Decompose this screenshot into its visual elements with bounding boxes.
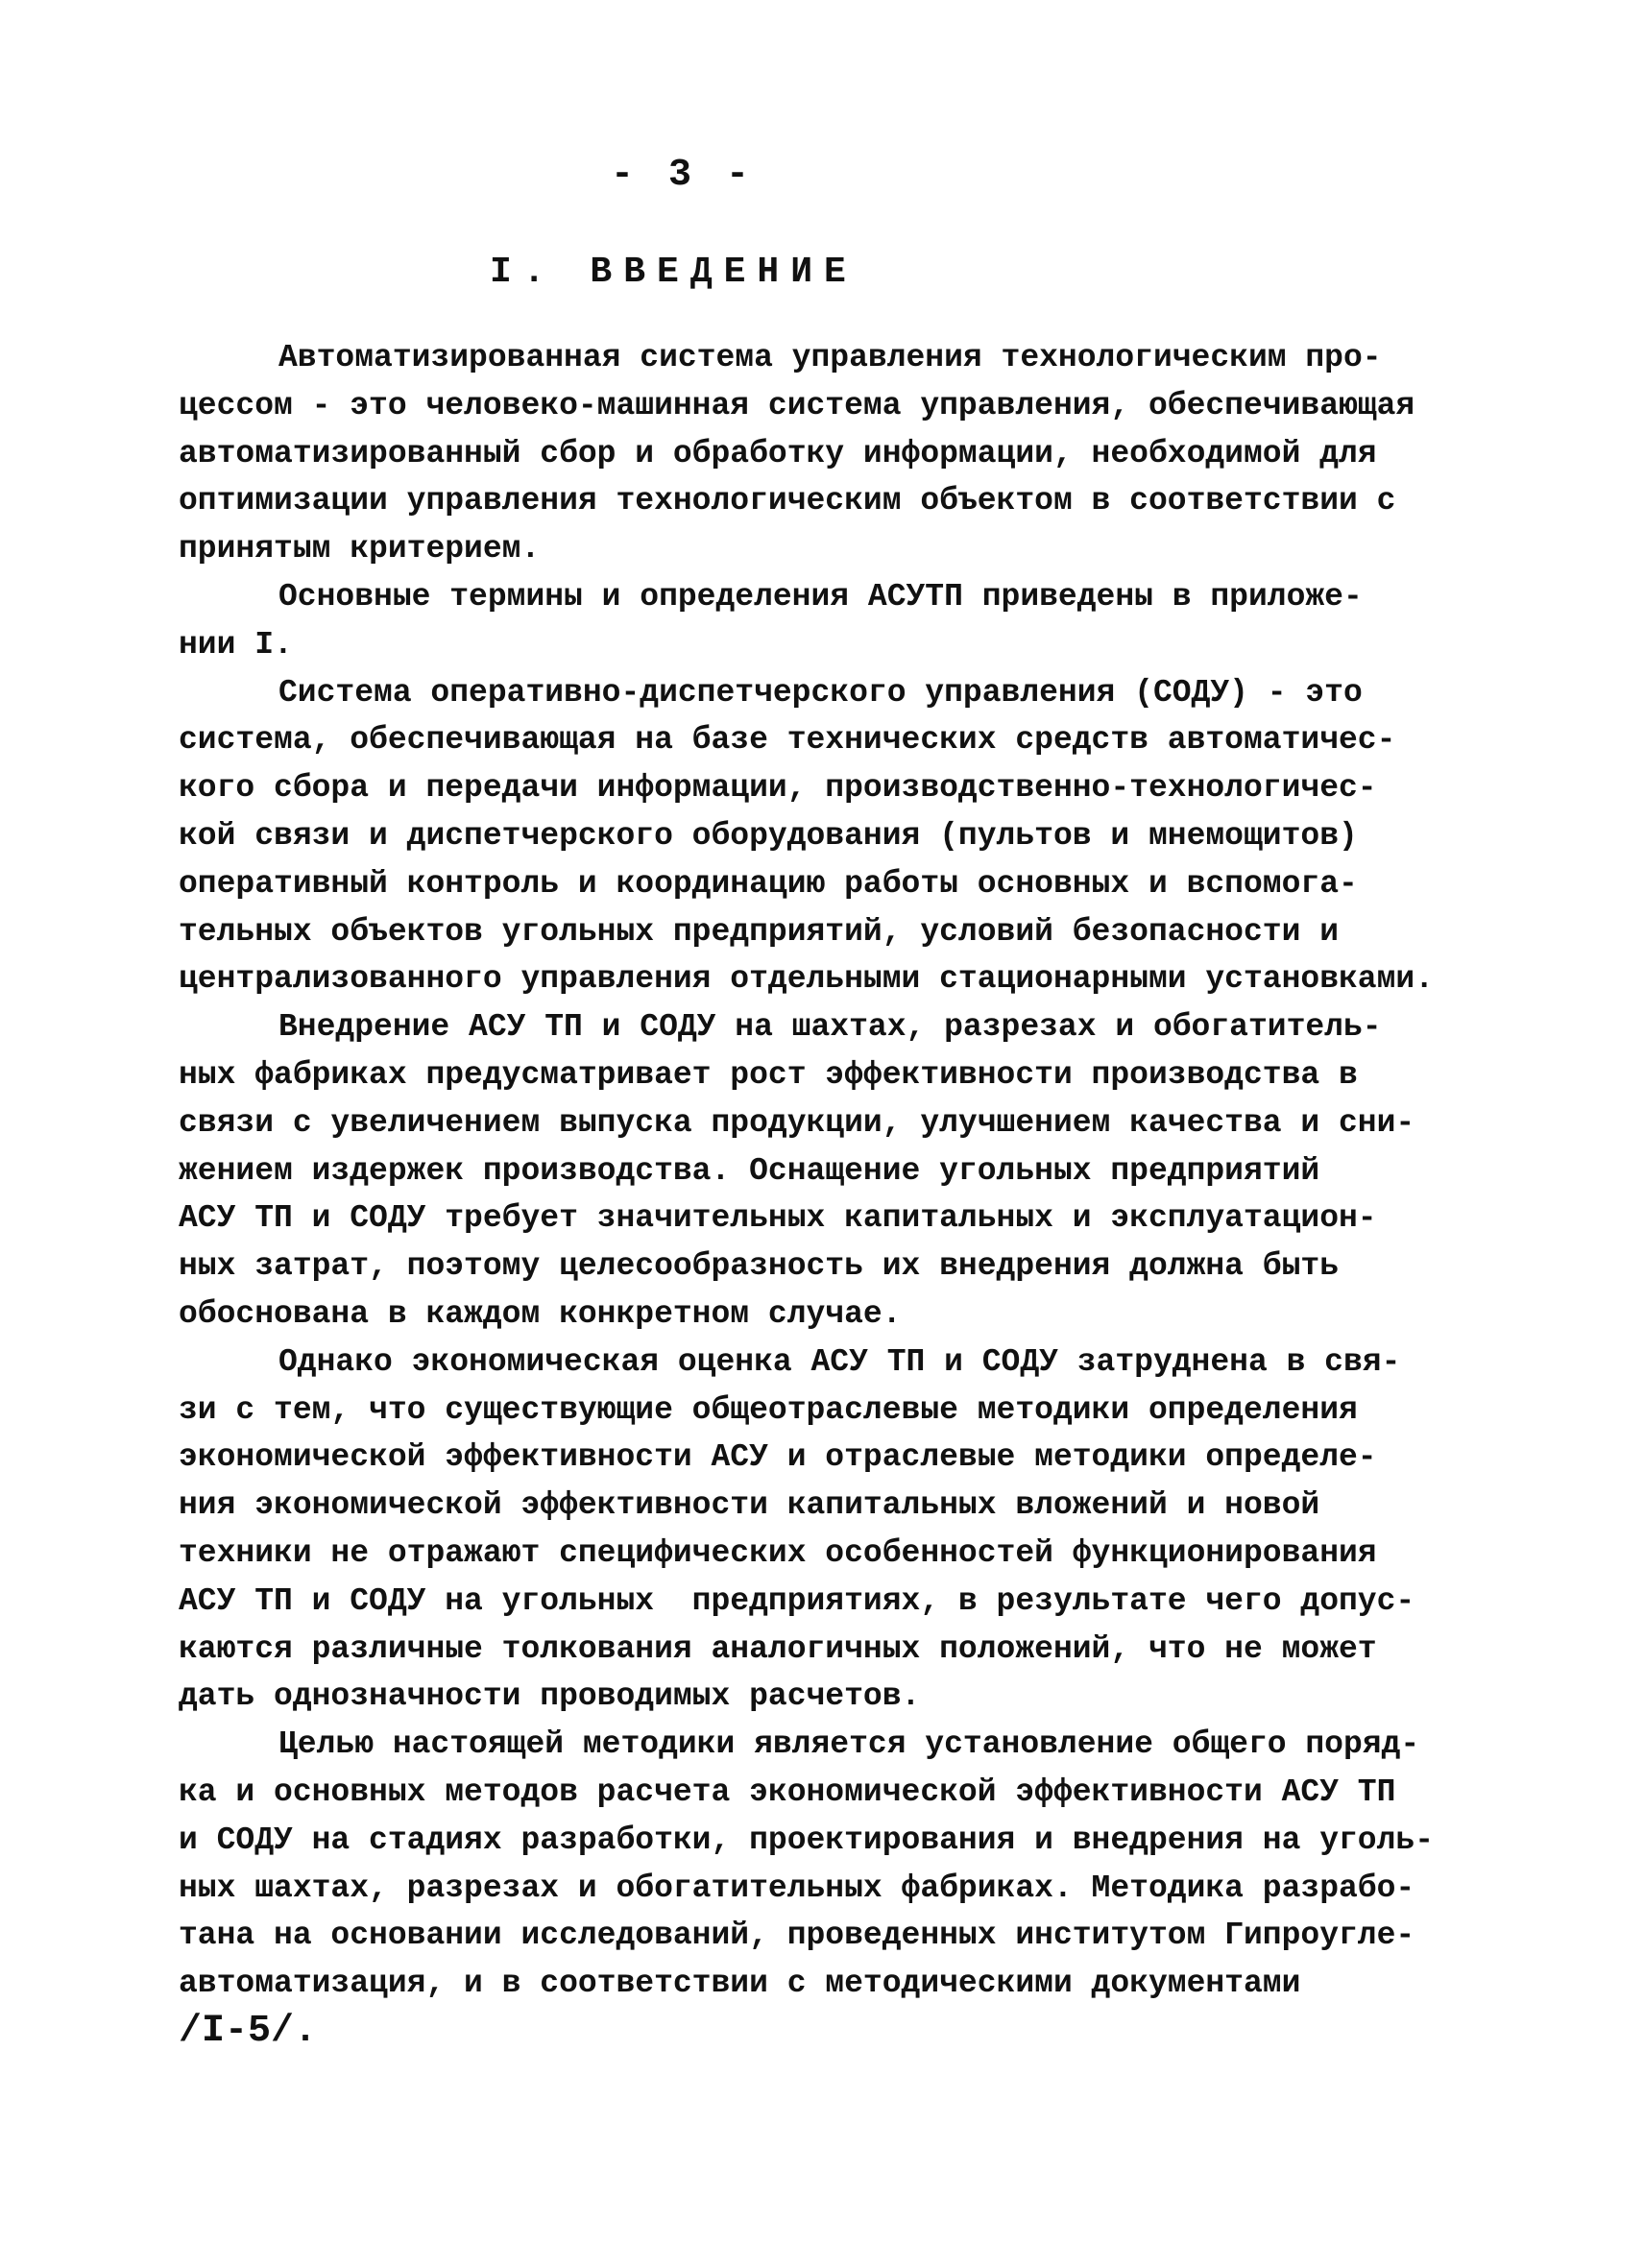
paragraph-4 (179, 1003, 1494, 1339)
paragraph-line: тана на основании исследований, проведенных институтом Гипроугле- (179, 1918, 1415, 1954)
paragraph-5 (179, 1339, 1494, 1721)
paragraph-3 (179, 669, 1494, 1004)
paragraph-line: ных фабриках предусматривает рост эффективности производства в (179, 1056, 1358, 1093)
paragraph-line: техники не отражают специфических особенностей функционирования (179, 1534, 1377, 1571)
paragraph-line: связи с увеличением выпуска продукции, улучшением качества и сни- (179, 1104, 1415, 1141)
paragraph-2 (179, 573, 1494, 669)
paragraph-line: каются различные толкования аналогичных положений, что не может (179, 1630, 1377, 1667)
paragraph-line: принятым критерием. (179, 531, 541, 567)
paragraph-line: кой связи и диспетчерского оборудования (пультов и мнемощитов) (179, 817, 1358, 854)
paragraph-line: Целью настоящей методики является установление общего поряд- (278, 1726, 1420, 1763)
paragraph-line: Основные термины и определения АСУТП приведены в приложе- (278, 578, 1363, 615)
paragraph-line: нии I. (179, 626, 293, 663)
paragraph-line: система, обеспечивающая на базе технических средств автоматичес- (179, 722, 1396, 759)
paragraph-line: дать однозначности проводимых расчетов. (179, 1678, 921, 1715)
section-title: I. ВВЕДЕНИЕ (490, 252, 858, 293)
paragraph-line: ния экономической эффективности капитальных вложений и новой (179, 1487, 1320, 1524)
body-text (179, 334, 1494, 2056)
paragraph-line: Внедрение АСУ ТП и СОДУ на шахтах, разрезах и обогатитель- (278, 1009, 1382, 1046)
paragraph-line: Однако экономическая оценка АСУ ТП и СОДУ затруднена в свя- (278, 1343, 1401, 1380)
paragraph-line: жением издержек производства. Оснащение угольных предприятий (179, 1152, 1320, 1189)
paragraph-line: ных затрат, поэтому целесообразность их внедрения должна быть (179, 1248, 1339, 1285)
paragraph-line: АСУ ТП и СОДУ на угольных предприятиях, в результате чего допус- (179, 1582, 1415, 1619)
paragraph-line: АСУ ТП и СОДУ требует значительных капитальных и эксплуатацион- (179, 1200, 1377, 1237)
paragraph-line: кого сбора и передачи информации, производственно-технологичес- (179, 770, 1377, 807)
paragraph-line: экономической эффективности АСУ и отраслевые методики определе- (179, 1439, 1377, 1476)
paragraph-line: зи с тем, что существующие общеотраслевые методики определения (179, 1391, 1358, 1428)
paragraph-line: и СОДУ на стадиях разработки, проектирования и внедрения на уголь- (179, 1822, 1435, 1858)
paragraph-line: централизованного управления отдельными стационарными установками. (179, 961, 1435, 998)
paragraph-line: автоматизированный сбор и обработку информации, необходимой для (179, 435, 1377, 471)
paragraph-line: Система оперативно-диспетчерского управления (СОДУ) - это (278, 674, 1363, 711)
paragraph-line: тельных объектов угольных предприятий, условий безопасности и (179, 913, 1339, 950)
paragraph-line: автоматизация, и в соответствии с методическими документами (179, 1966, 1301, 2002)
reference-citation: /I-5/. (179, 2009, 318, 2053)
paragraph-line: ка и основных методов расчета экономической эффективности АСУ ТП (179, 1773, 1396, 1810)
paragraph-line: Автоматизированная система управления технологическим про- (278, 340, 1382, 375)
paragraph-line: ных шахтах, разрезах и обогатительных фабриках. Методика разрабо- (179, 1870, 1415, 1906)
page-number: - 3 - (611, 154, 756, 197)
paragraph-line: оптимизации управления технологическим объектом в соответствии с (179, 483, 1396, 519)
paragraph-1 (179, 334, 1494, 573)
paragraph-line: оперативный контроль и координацию работы основных и вспомога- (179, 865, 1358, 902)
paragraph-line: обоснована в каждом конкретном случае. (179, 1295, 902, 1332)
paragraph-6 (179, 1721, 1494, 2056)
paragraph-line: цессом - это человеко-машинная система управления, обеспечивающая (179, 387, 1415, 423)
